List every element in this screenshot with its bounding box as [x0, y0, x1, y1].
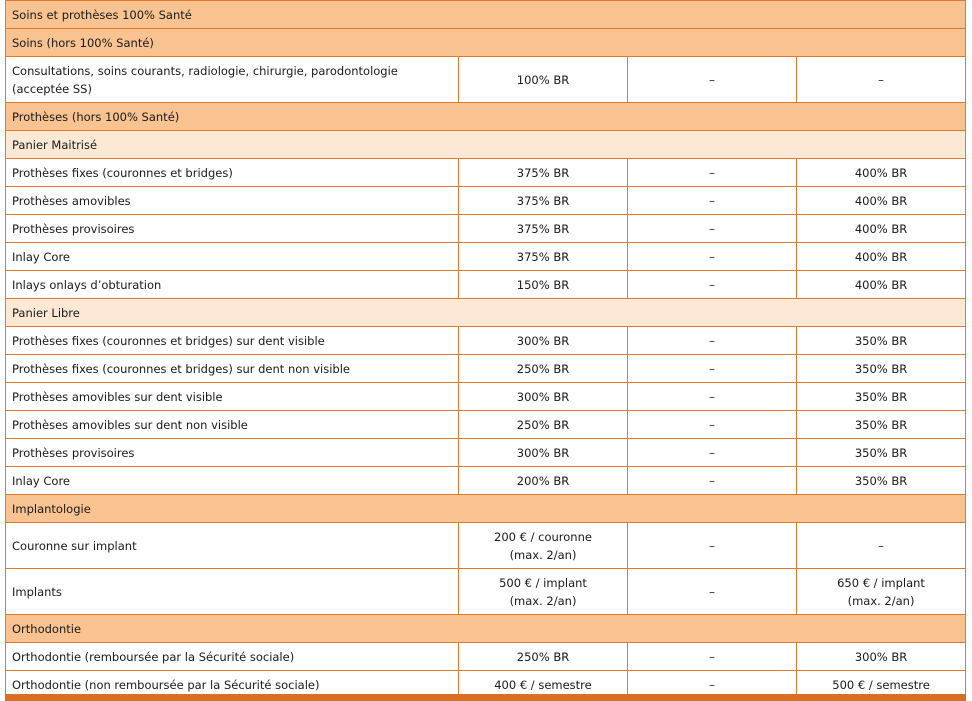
- row-value-col-3: 400% BR: [797, 215, 966, 243]
- row-value-col-3: 350% BR: [797, 467, 966, 495]
- row-value-col-2: –: [628, 57, 797, 103]
- row-value-col-1: 200 € / couronne (max. 2/an): [459, 523, 628, 569]
- table-row: [6, 569, 966, 615]
- row-label: Prothèses amovibles sur dent visible: [6, 383, 459, 411]
- table-row: [6, 383, 966, 411]
- table-row: [6, 243, 966, 271]
- row-value-col-1: 100% BR: [459, 57, 628, 103]
- row-value-col-3: 500 € / semestre: [797, 671, 966, 699]
- table-row: [6, 187, 966, 215]
- row-value-col-3: 400% BR: [797, 271, 966, 299]
- row-value-col-1: 375% BR: [459, 187, 628, 215]
- table-bottom-border: [5, 694, 966, 701]
- row-value-col-1: 375% BR: [459, 243, 628, 271]
- row-label: Prothèses amovibles: [6, 187, 459, 215]
- row-value-col-3: 350% BR: [797, 411, 966, 439]
- subsection-header-row: [6, 131, 966, 159]
- table-row: [6, 271, 966, 299]
- row-label: Orthodontie (remboursée par la Sécurité sociale): [6, 643, 459, 671]
- table-row: [6, 215, 966, 243]
- row-label: Couronne sur implant: [6, 523, 459, 569]
- section-header-row: [6, 103, 966, 131]
- table-row: [6, 523, 966, 569]
- row-value-col-2: –: [628, 523, 797, 569]
- row-value-col-1: 300% BR: [459, 327, 628, 355]
- row-value-col-1: 400 € / semestre: [459, 671, 628, 699]
- row-label: Prothèses provisoires: [6, 439, 459, 467]
- table-row: [6, 439, 966, 467]
- row-label: Prothèses provisoires: [6, 215, 459, 243]
- row-value-col-2: –: [628, 243, 797, 271]
- table-body: [6, 1, 966, 699]
- row-value-col-1: 250% BR: [459, 643, 628, 671]
- row-value-col-3: 350% BR: [797, 439, 966, 467]
- row-value-col-3: 350% BR: [797, 355, 966, 383]
- row-label: Orthodontie (non remboursée par la Sécurité sociale): [6, 671, 459, 699]
- section-label: Panier Libre: [6, 299, 966, 327]
- table-row: [6, 355, 966, 383]
- table-row: [6, 327, 966, 355]
- row-value-col-2: –: [628, 643, 797, 671]
- row-value-col-1: 200% BR: [459, 467, 628, 495]
- row-value-col-2: –: [628, 187, 797, 215]
- row-value-col-2: –: [628, 355, 797, 383]
- row-value-col-1: 300% BR: [459, 439, 628, 467]
- row-value-col-2: –: [628, 271, 797, 299]
- section-label: Orthodontie: [6, 615, 966, 643]
- row-value-col-3: 400% BR: [797, 243, 966, 271]
- row-label: Prothèses fixes (couronnes et bridges): [6, 159, 459, 187]
- row-value-col-1: 375% BR: [459, 215, 628, 243]
- row-value-col-2: –: [628, 383, 797, 411]
- row-value-col-3: 300% BR: [797, 643, 966, 671]
- row-label: Prothèses fixes (couronnes et bridges) sur dent non visible: [6, 355, 459, 383]
- row-value-col-1: 250% BR: [459, 411, 628, 439]
- row-value-col-1: 250% BR: [459, 355, 628, 383]
- row-value-col-3: 350% BR: [797, 383, 966, 411]
- row-value-col-1: 375% BR: [459, 159, 628, 187]
- row-label: Consultations, soins courants, radiologie, chirurgie, parodontologie (acceptée SS): [6, 57, 459, 103]
- row-label: Prothèses amovibles sur dent non visible: [6, 411, 459, 439]
- section-label: Soins (hors 100% Santé): [6, 29, 966, 57]
- row-value-col-3: –: [797, 523, 966, 569]
- row-value-col-2: –: [628, 327, 797, 355]
- table-row: [6, 643, 966, 671]
- row-value-col-3: 650 € / implant (max. 2/an): [797, 569, 966, 615]
- row-value-col-3: –: [797, 57, 966, 103]
- row-value-col-3: 400% BR: [797, 187, 966, 215]
- section-label: Prothèses (hors 100% Santé): [6, 103, 966, 131]
- row-label: Prothèses fixes (couronnes et bridges) sur dent visible: [6, 327, 459, 355]
- row-value-col-2: –: [628, 569, 797, 615]
- section-header-row: [6, 1, 966, 29]
- row-label: Implants: [6, 569, 459, 615]
- row-value-col-2: –: [628, 439, 797, 467]
- section-header-row: [6, 495, 966, 523]
- row-value-col-1: 500 € / implant (max. 2/an): [459, 569, 628, 615]
- subsection-header-row: [6, 299, 966, 327]
- row-label: Inlay Core: [6, 467, 459, 495]
- row-label: Inlays onlays d’obturation: [6, 271, 459, 299]
- section-header-row: [6, 615, 966, 643]
- row-value-col-1: 300% BR: [459, 383, 628, 411]
- row-value-col-3: 350% BR: [797, 327, 966, 355]
- row-label: Inlay Core: [6, 243, 459, 271]
- row-value-col-3: 400% BR: [797, 159, 966, 187]
- row-value-col-2: –: [628, 467, 797, 495]
- section-label: Soins et prothèses 100% Santé: [6, 1, 966, 29]
- row-value-col-2: –: [628, 215, 797, 243]
- table-row: [6, 411, 966, 439]
- row-value-col-1: 150% BR: [459, 271, 628, 299]
- table-row: [6, 57, 966, 103]
- row-value-col-2: –: [628, 671, 797, 699]
- row-value-col-2: –: [628, 411, 797, 439]
- section-header-row: [6, 29, 966, 57]
- row-value-col-2: –: [628, 159, 797, 187]
- table-row: [6, 159, 966, 187]
- section-label: Panier Maitrisé: [6, 131, 966, 159]
- dental-coverage-table: [5, 0, 966, 699]
- table-row: [6, 467, 966, 495]
- section-label: Implantologie: [6, 495, 966, 523]
